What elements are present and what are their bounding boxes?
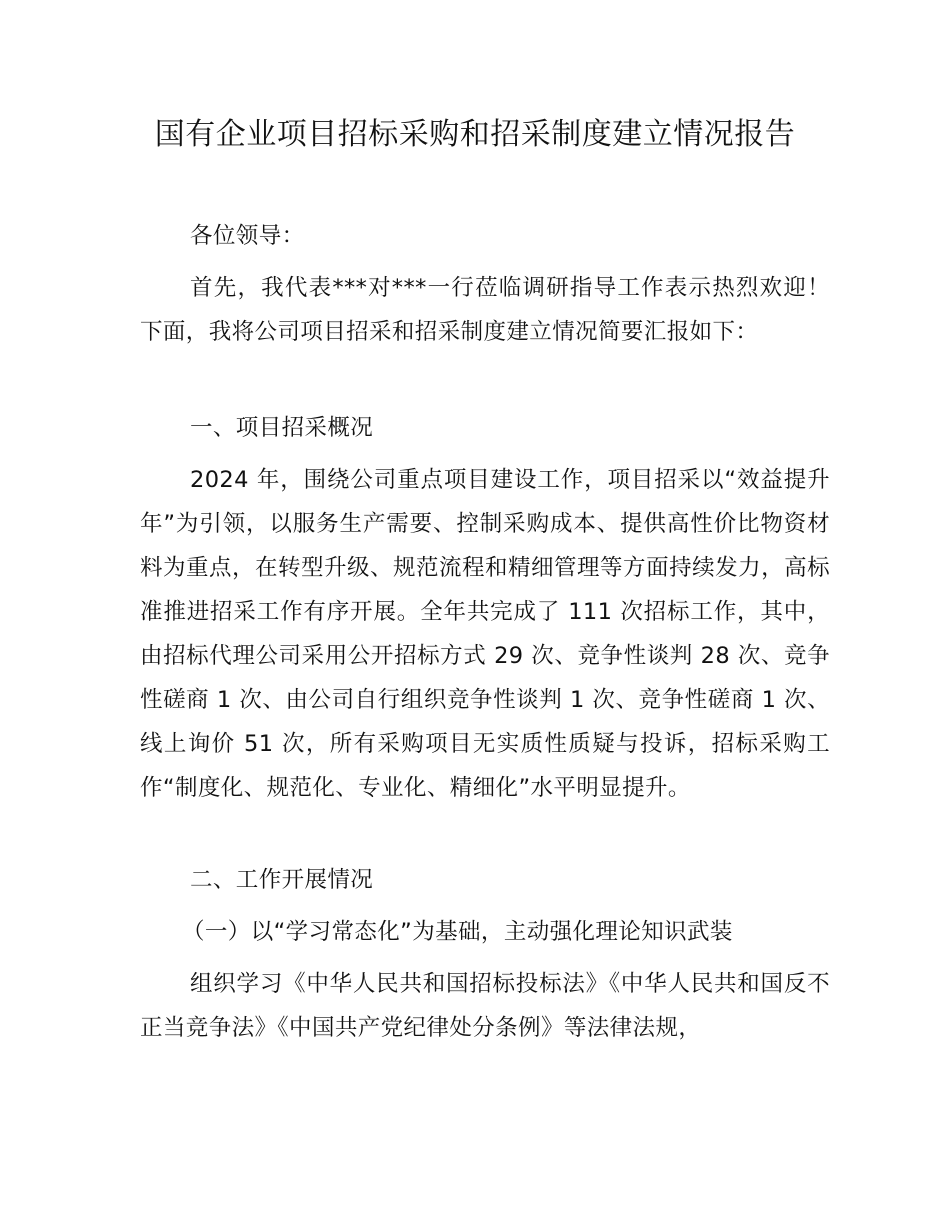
document-title: 国有企业项目招标采购和招采制度建立情况报告 (154, 117, 796, 152)
study-paragraph: 组织学习《中华人民共和国招标投标法》《中华人民共和国反不正当竞争法》《中国共产党纪律处分条例》等法律法规， (140, 971, 830, 1041)
section-heading-overview: 一、项目招采概况 (190, 415, 374, 441)
intro-paragraph: 首先，我代表***对***一行莅临调研指导工作表示热烈欢迎！下面，我将公司项目招采和招采制度建立情况简要汇报如下： (140, 275, 830, 345)
salutation: 各位领导： (190, 223, 305, 249)
subsection-heading-study: （一）以“学习常态化”为基础，主动强化理论知识武装 (182, 919, 733, 945)
section-heading-work: 二、工作开展情况 (190, 867, 374, 893)
overview-paragraph: 2024 年，围绕公司重点项目建设工作，项目招采以“效益提升年”为引领，以服务生产需要、控制采购成本、提供高性价比物资材料为重点，在转型升级、规范流程和精细管理等方面持续发力，高标准推进招采工作有序开展。全年共完成了 111 次招标工作，其中，由招标代理公司采用公开招标方式 29 次、竞争性谈判 28 次、竞争性磋商 1 次、由公司自行组织竞争性谈判 1 次、竞争性磋商 1 次、线上询价 51 次，所有采购项目无实质性质疑与投诉，招标采购工作“制度化、规范化、专业化、精细化”水平明显提升。 (140, 467, 830, 801)
